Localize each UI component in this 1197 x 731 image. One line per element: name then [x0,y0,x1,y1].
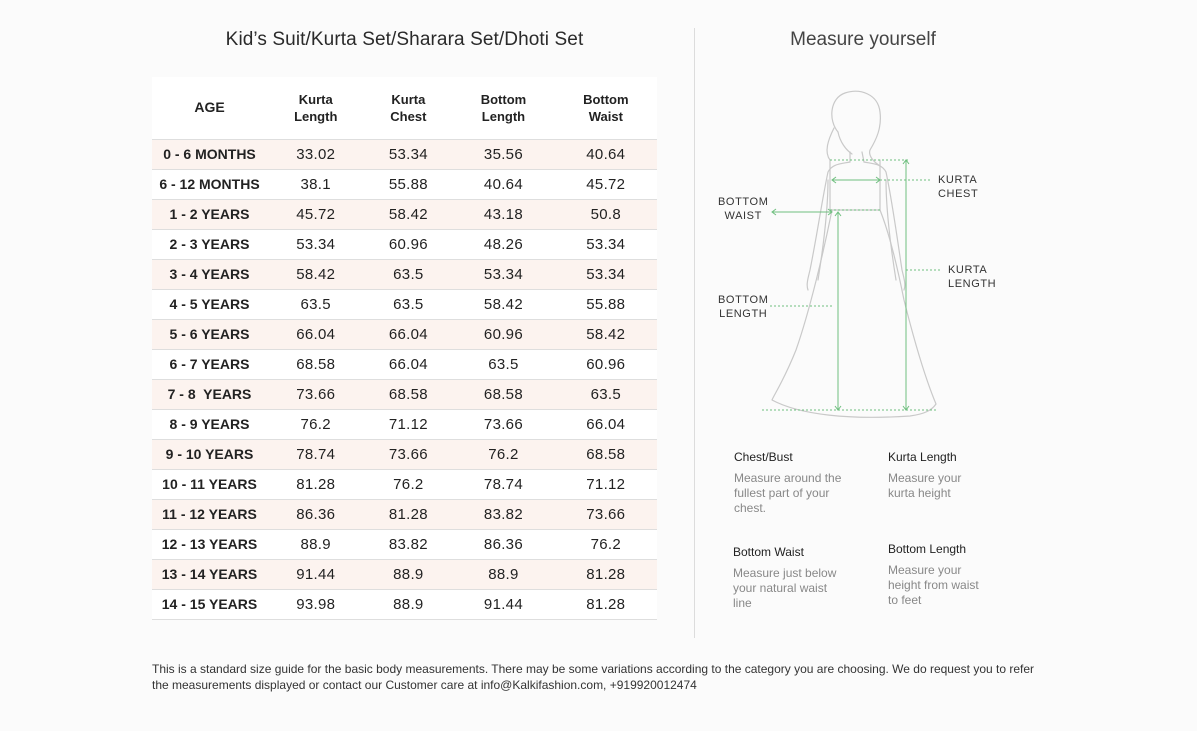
table-row [152,379,657,409]
bottom-length-cell: 48.26 [483,235,523,253]
table-row [152,469,657,499]
kurta-chest-cell: 81.28 [388,505,428,523]
age-cell: 5 - 6 YEARS [169,326,250,342]
bottom-waist-cell: 50.8 [590,205,622,223]
kurta-length-cell: 78.74 [296,445,336,463]
age-cell: 13 - 14 YEARS [161,566,258,582]
kurta-length-cell: 58.42 [296,265,336,283]
table-row [152,589,657,619]
table-row [152,169,657,199]
table-row [152,229,657,259]
guide-text: Measure just below your natural waist line [733,566,837,610]
bottom-length-cell: 76.2 [488,445,519,463]
guide-title: Bottom Length [888,542,967,556]
guide-title: Kurta Length [888,450,957,464]
table-row [152,199,657,229]
size-chart-title: Kid’s Suit/Kurta Set/Sharara Set/Dhoti Set [225,29,584,50]
bottom-waist-cell: 81.28 [586,595,626,613]
measurement-figure [700,80,1000,425]
kurta-length-cell: 91.44 [296,565,336,583]
bottom-waist-cell: 58.42 [586,325,626,343]
age-cell: 14 - 15 YEARS [161,596,258,612]
bottom-waist-cell: 55.88 [586,295,626,313]
bottom-length-cell: 43.18 [483,205,523,223]
bottom-waist-cell: 63.5 [590,385,622,403]
header-age: AGE [194,99,225,116]
bottom-length-cell: 58.42 [483,295,523,313]
column-divider [694,28,695,638]
table-row [152,259,657,289]
table-row [152,559,657,589]
kurta-chest-cell: 63.5 [393,265,424,283]
table-row [152,439,657,469]
kurta-chest-label: KURTA CHEST [938,174,979,200]
bottom-length-cell: 91.44 [483,595,523,613]
guide-bottom-waist [733,545,848,611]
kurta-chest-cell: 63.5 [393,295,424,313]
kurta-length-label: KURTA LENGTH [948,264,997,290]
age-cell: 8 - 9 YEARS [169,416,250,432]
guide-text: Measure your kurta height [888,471,962,500]
measure-yourself-title: Measure yourself [790,29,936,50]
kurta-length-cell: 86.36 [296,505,336,523]
kurta-chest-cell: 88.9 [393,595,424,613]
header-kurta-chest: Kurta Chest [390,91,427,124]
bottom-waist-cell: 53.34 [586,265,626,283]
kurta-length-cell: 63.5 [300,295,331,313]
kurta-chest-cell: 60.96 [388,235,428,253]
bottom-length-cell: 35.56 [483,145,523,163]
guide-title: Bottom Waist [733,545,804,559]
guide-kurta-length [888,450,988,501]
bottom-waist-cell: 45.72 [586,175,626,193]
bottom-length-cell: 40.64 [483,175,523,193]
table-row [152,529,657,559]
age-cell: 6 - 7 YEARS [169,356,250,372]
guide-text: Measure your height from waist to feet [888,563,979,607]
age-cell: 6 - 12 MONTHS [159,176,260,192]
kurta-chest-cell: 68.58 [388,385,428,403]
bottom-length-cell: 60.96 [483,325,523,343]
age-cell: 12 - 13 YEARS [161,536,258,552]
kurta-length-cell: 81.28 [296,475,336,493]
bottom-length-cell: 73.66 [483,415,523,433]
kurta-chest-cell: 53.34 [388,145,428,163]
kurta-length-cell: 73.66 [296,385,336,403]
header-kurta-length: Kurta Length [294,91,338,124]
table-row [152,139,657,169]
kurta-chest-cell: 55.88 [388,175,428,193]
bottom-length-cell: 86.36 [483,535,523,553]
bottom-waist-cell: 81.28 [586,565,626,583]
bottom-waist-label: BOTTOM WAIST [718,196,769,222]
age-cell: 1 - 2 YEARS [169,206,250,222]
bottom-waist-cell: 71.12 [586,475,626,493]
table-header-row [152,77,657,139]
kurta-chest-cell: 88.9 [393,565,424,583]
table-row [152,289,657,319]
kurta-length-cell: 68.58 [296,355,336,373]
kurta-length-cell: 66.04 [296,325,336,343]
table-row [152,349,657,379]
kurta-length-cell: 76.2 [300,415,331,433]
kurta-chest-cell: 58.42 [388,205,428,223]
bottom-length-cell: 68.58 [483,385,523,403]
kurta-length-cell: 53.34 [296,235,336,253]
bottom-length-cell: 78.74 [483,475,523,493]
bottom-length-label: BOTTOM LENGTH [718,294,769,320]
kurta-length-cell: 33.02 [296,145,336,163]
bottom-waist-cell: 60.96 [586,355,626,373]
age-cell: 10 - 11 YEARS [162,476,257,492]
kurta-length-cell: 45.72 [296,205,336,223]
size-chart-table [152,77,657,620]
guide-title: Chest/Bust [734,450,793,464]
girl-dress-outline-icon [700,80,1000,425]
kurta-length-cell: 88.9 [300,535,331,553]
bottom-waist-cell: 66.04 [586,415,626,433]
table-row [152,319,657,349]
bottom-waist-cell: 40.64 [586,145,626,163]
kurta-chest-cell: 66.04 [388,325,428,343]
bottom-length-cell: 83.82 [483,505,523,523]
table-row [152,409,657,439]
bottom-waist-cell: 76.2 [590,535,622,553]
kurta-length-cell: 93.98 [296,595,336,613]
bottom-length-cell: 63.5 [488,355,519,373]
header-bottom-length: Bottom Length [480,91,527,124]
age-cell: 4 - 5 YEARS [169,296,250,312]
age-cell: 7 - 8 YEARS [167,386,252,402]
kurta-chest-cell: 66.04 [388,355,428,373]
guide-text: Measure around the fullest part of your chest. [734,471,842,515]
kurta-chest-cell: 76.2 [393,475,424,493]
kurta-length-cell: 38.1 [300,175,331,193]
kurta-chest-cell: 83.82 [388,535,428,553]
age-cell: 0 - 6 MONTHS [163,146,256,162]
bottom-length-cell: 88.9 [488,565,519,583]
age-cell: 11 - 12 YEARS [162,506,257,522]
kurta-chest-cell: 71.12 [388,415,428,433]
bottom-length-cell: 53.34 [483,265,523,283]
age-cell: 2 - 3 YEARS [169,236,250,252]
bottom-waist-cell: 73.66 [586,505,626,523]
guide-chest-bust [734,450,854,516]
table-row [152,499,657,529]
age-cell: 9 - 10 YEARS [165,446,254,462]
kurta-chest-cell: 73.66 [388,445,428,463]
bottom-waist-cell: 53.34 [586,235,626,253]
header-bottom-waist: Bottom Waist [583,91,629,124]
guide-bottom-length [888,542,988,608]
age-cell: 3 - 4 YEARS [169,266,250,282]
footer-note: This is a standard size guide for the basic body measurements. There may be some variations according to the category you are choosing. We do request you to refer the measurements displayed or contact our Customer care at info@Kalkifashion.com, +919920012474 [152,662,1035,692]
bottom-waist-cell: 68.58 [586,445,626,463]
